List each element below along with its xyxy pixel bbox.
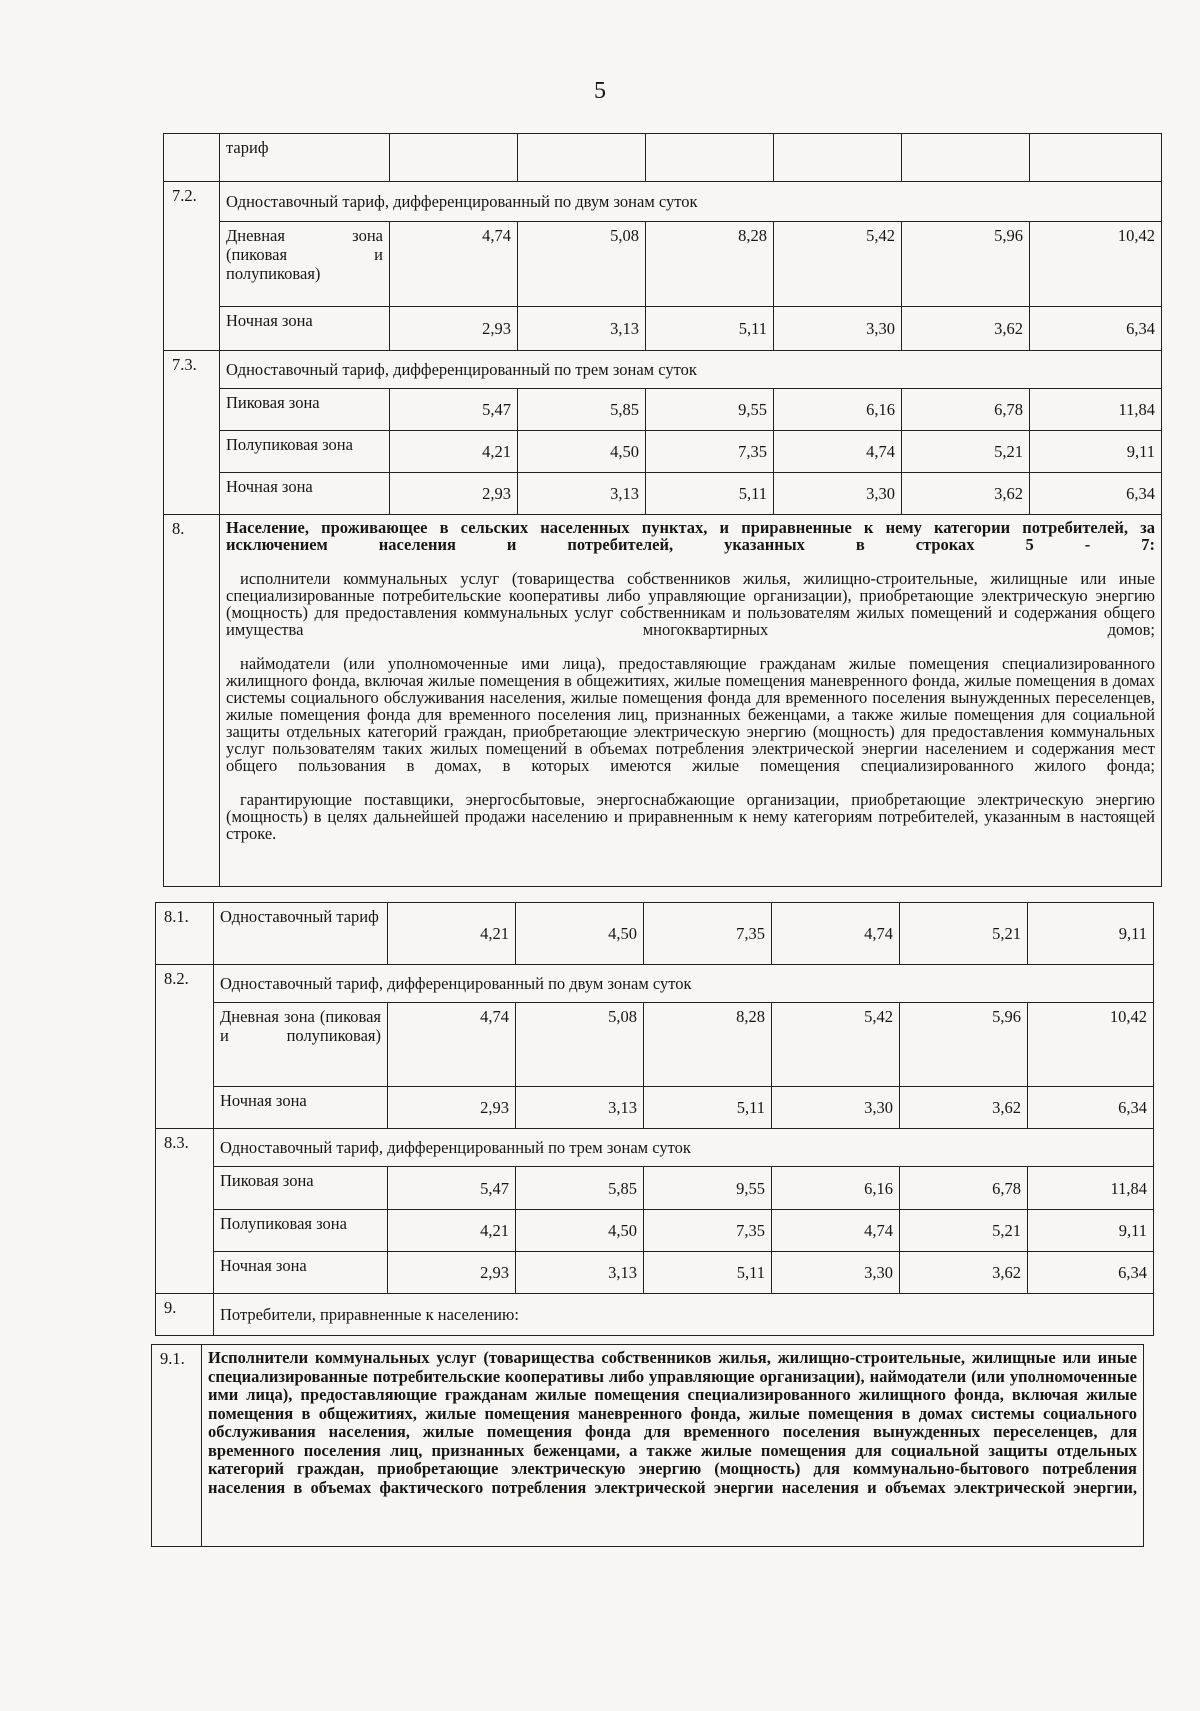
value-cell: 4,21	[388, 903, 516, 965]
value-cell: 5,85	[516, 1167, 644, 1210]
row-label: Ночная зона	[214, 1087, 388, 1129]
value-cell: 3,30	[774, 307, 902, 351]
value-cell: 4,74	[388, 1003, 516, 1087]
day-zone-label: Дневная зона (пиковая и полупиковая)	[226, 226, 383, 283]
value-cell: 3,30	[772, 1252, 900, 1294]
table-row-7-2-heading	[164, 182, 1162, 222]
row-label: Ночная зона	[214, 1252, 388, 1294]
value-cell: 4,50	[518, 431, 646, 473]
value-cell: 5,11	[646, 473, 774, 515]
table-row-7-3-heading	[164, 351, 1162, 389]
value-cell: 5,96	[900, 1003, 1028, 1087]
row-number: 8.3.	[156, 1129, 214, 1294]
value-cell: 5,11	[646, 307, 774, 351]
row-label: тариф	[220, 134, 390, 182]
value-cell: 3,13	[516, 1252, 644, 1294]
value-cell: 5,21	[900, 1210, 1028, 1252]
section-8-paragraph-1: исполнители коммунальных услуг (товарищества собственников жилья, жилищно-строительные, жилищные или иные специализированные потребительские кооперативы либо управляющие организации), приобретающие электрическую энергию (мощность) для предоставления коммунальных услуг собственникам и пользователям жилых помещений и содержания общего имущества многоквартирных домов;	[226, 569, 1155, 639]
value-cell	[902, 134, 1030, 182]
value-cell: 6,78	[900, 1167, 1028, 1210]
value-cell	[774, 134, 902, 182]
value-cell: 4,21	[390, 431, 518, 473]
value-cell: 3,30	[772, 1087, 900, 1129]
value-cell: 6,34	[1030, 307, 1162, 351]
value-cell: 4,74	[772, 1210, 900, 1252]
value-cell: 9,11	[1028, 1210, 1154, 1252]
table-row-night-zone	[164, 473, 1162, 515]
value-cell: 6,78	[902, 389, 1030, 431]
table-row-peak-zone	[164, 389, 1162, 431]
section-8-paragraph-2: наймодатели (или уполномоченные ими лица), предоставляющие гражданам жилые помещения специализированного жилищного фонда, включая жилые помещения в общежитиях, жилые помещения маневренного фонда, жилые помещения в домах системы социального обслуживания населения, жилые помещения фонда для временного поселения вынужденных переселенцев, жилые помещения фонда для временного поселения лиц, признанных беженцами, а также жилые помещения для социальной защиты отдельных категорий граждан, приобретающие электрическую энергию (мощность) для предоставления коммунальных услуг пользователям таких жилых помещений в объемах потребления электрической энергии населением и содержания мест общего пользования в домах, в которых имеются жилые помещения специализированного жилого фонда;	[226, 654, 1155, 775]
value-cell: 4,74	[772, 903, 900, 965]
section-8-paragraph-3: гарантирующие поставщики, энергосбытовые, энергоснабжающие организации, приобретающие электрическую энергию (мощность) в целях дальнейшей продажи населению и приравненным к нему категориям потребителей, указанным в настоящей строке.	[226, 790, 1155, 843]
value-cell: 3,62	[900, 1087, 1028, 1129]
row-number: 7.2.	[164, 182, 220, 351]
value-cell: 9,55	[646, 389, 774, 431]
value-cell: 5,42	[774, 222, 902, 307]
value-cell: 5,47	[390, 389, 518, 431]
tariff-table-part-2	[155, 902, 1154, 1336]
value-cell	[1030, 134, 1162, 182]
value-cell: 6,34	[1030, 473, 1162, 515]
value-cell	[646, 134, 774, 182]
table-row-half-peak-zone	[164, 431, 1162, 473]
value-cell: 2,93	[388, 1087, 516, 1129]
value-cell: 3,13	[518, 473, 646, 515]
table-row-night-zone	[156, 1252, 1154, 1294]
table-row-8-3-heading	[156, 1129, 1154, 1167]
value-cell: 6,16	[772, 1167, 900, 1210]
row-label: Ночная зона	[220, 307, 390, 351]
value-cell: 3,30	[774, 473, 902, 515]
row-label: Ночная зона	[220, 473, 390, 515]
table-row-night-zone	[156, 1087, 1154, 1129]
value-cell: 7,35	[646, 431, 774, 473]
value-cell: 9,11	[1030, 431, 1162, 473]
value-cell: 11,84	[1030, 389, 1162, 431]
value-cell: 5,08	[516, 1003, 644, 1087]
value-cell: 8,28	[644, 1003, 772, 1087]
table-row-peak-zone	[156, 1167, 1154, 1210]
value-cell: 5,11	[644, 1087, 772, 1129]
page-number: 5	[594, 78, 606, 104]
value-cell: 4,74	[390, 222, 518, 307]
value-cell: 3,13	[516, 1087, 644, 1129]
value-cell: 11,84	[1028, 1167, 1154, 1210]
table-row-8	[164, 515, 1162, 887]
value-cell: 4,74	[774, 431, 902, 473]
table-row-9-1	[152, 1345, 1144, 1547]
table-row-night-zone	[164, 307, 1162, 351]
value-cell: 5,21	[900, 903, 1028, 965]
value-cell: 7,35	[644, 903, 772, 965]
section-title: Одноставочный тариф, дифференцированный по трем зонам суток	[220, 351, 1162, 389]
section-title: Одноставочный тариф, дифференцированный по двум зонам суток	[214, 965, 1154, 1003]
section-8-heading: Население, проживающее в сельских населенных пунктах, и приравненные к нему категории потребителей, за исключением населения и потребителей, указанных в строках 5 - 7:	[226, 518, 1155, 554]
row-label: Одноставочный тариф	[214, 903, 388, 965]
row-number: 8.2.	[156, 965, 214, 1129]
table-row-tariff-cont	[164, 134, 1162, 182]
row-number-cell	[164, 134, 220, 182]
value-cell: 2,93	[390, 307, 518, 351]
value-cell: 5,47	[388, 1167, 516, 1210]
value-cell: 3,13	[518, 307, 646, 351]
table-row-half-peak-zone	[156, 1210, 1154, 1252]
row-label: Пиковая зона	[220, 389, 390, 431]
value-cell: 3,62	[902, 473, 1030, 515]
table-row-8-2-heading	[156, 965, 1154, 1003]
value-cell: 6,34	[1028, 1087, 1154, 1129]
table-row-day-zone	[156, 1003, 1154, 1087]
tariff-table-part-1	[163, 133, 1162, 887]
value-cell: 5,85	[518, 389, 646, 431]
value-cell: 8,28	[646, 222, 774, 307]
value-cell: 5,42	[772, 1003, 900, 1087]
table-row-day-zone	[164, 222, 1162, 307]
row-number: 9.1.	[152, 1345, 202, 1547]
value-cell: 4,50	[516, 903, 644, 965]
section-9-1-text	[202, 1345, 1144, 1547]
value-cell: 5,08	[518, 222, 646, 307]
value-cell	[518, 134, 646, 182]
value-cell: 2,93	[388, 1252, 516, 1294]
row-label	[214, 1003, 388, 1087]
section-9-text: Потребители, приравненные к населению:	[214, 1294, 1154, 1336]
row-label: Полупиковая зона	[220, 431, 390, 473]
value-cell: 10,42	[1028, 1003, 1154, 1087]
section-9-1-paragraph: Исполнители коммунальных услуг (товарищества собственников жилья, жилищно-строительные, жилищные или иные специализированные потребительские кооперативы либо управляющие организации), наймодатели (или уполномоченные ими лица), предоставляющие гражданам жилые помещения специализированного жилищного фонда, включая жилые помещения в общежитиях, жилые помещения маневренного фонда, жилые помещения в домах системы социального обслуживания населения, жилые помещения фонда для временного поселения вынужденных переселенцев, для временного поселения лиц, признанных беженцами, а также жилые помещения для социальной защиты отдельных категорий граждан, приобретающие электрическую энергию (мощность) для коммунально-бытового потребления населения в объемах фактического потребления электрической энергии населения и объемах электрической энергии,	[208, 1348, 1137, 1497]
table-row-8-1	[156, 903, 1154, 965]
row-label: Полупиковая зона	[214, 1210, 388, 1252]
value-cell	[390, 134, 518, 182]
value-cell: 2,93	[390, 473, 518, 515]
row-number: 7.3.	[164, 351, 220, 515]
row-number: 8.	[164, 515, 220, 887]
section-8-text	[220, 515, 1162, 887]
tariff-table-part-3	[151, 1344, 1144, 1547]
value-cell: 10,42	[1030, 222, 1162, 307]
value-cell: 6,34	[1028, 1252, 1154, 1294]
value-cell: 4,50	[516, 1210, 644, 1252]
value-cell: 4,21	[388, 1210, 516, 1252]
row-number: 9.	[156, 1294, 214, 1336]
section-title: Одноставочный тариф, дифференцированный по трем зонам суток	[214, 1129, 1154, 1167]
value-cell: 7,35	[644, 1210, 772, 1252]
value-cell: 6,16	[774, 389, 902, 431]
table-row-9	[156, 1294, 1154, 1336]
day-zone-label: Дневная зона (пиковая и полупиковая)	[220, 1007, 381, 1045]
value-cell: 5,11	[644, 1252, 772, 1294]
value-cell: 3,62	[902, 307, 1030, 351]
value-cell: 9,55	[644, 1167, 772, 1210]
value-cell: 5,21	[902, 431, 1030, 473]
row-number: 8.1.	[156, 903, 214, 965]
row-label: Пиковая зона	[214, 1167, 388, 1210]
section-title: Одноставочный тариф, дифференцированный по двум зонам суток	[220, 182, 1162, 222]
value-cell: 9,11	[1028, 903, 1154, 965]
row-label	[220, 222, 390, 307]
value-cell: 5,96	[902, 222, 1030, 307]
value-cell: 3,62	[900, 1252, 1028, 1294]
